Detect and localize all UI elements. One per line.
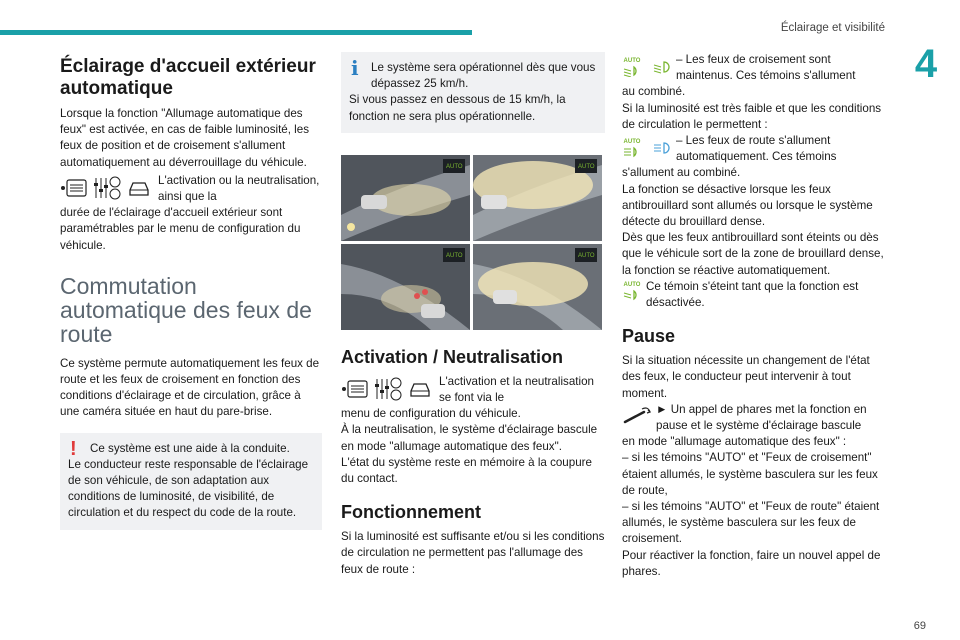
fog-text: La fonction se désactive lorsque les feux antibrouillard sont allumés ou lorsque le système détecte du brouillard dense.: [622, 182, 873, 229]
chapter-number: 4: [914, 42, 938, 86]
section-title: Éclairage et visibilité: [780, 22, 885, 34]
high-beam-icon: [652, 141, 672, 155]
column-3: [622, 52, 886, 580]
illustration-high-beam-1: [473, 155, 602, 241]
auto-off-icon: AUTO: [622, 282, 642, 301]
high-beam-line: [622, 133, 886, 165]
warning-note: [60, 433, 322, 530]
header-accent-bar: [0, 30, 472, 35]
pause-bullet-line: [622, 402, 886, 434]
column-1: [60, 52, 322, 538]
heading-accueil: Éclairage d'accueil extérieur automatique: [60, 56, 316, 99]
settings-gb-icon: [92, 175, 122, 201]
info-line-1: Le système sera opérationnel dès que vous dépassez 25 km/h.: [371, 61, 596, 91]
low-beam-icons: [622, 52, 672, 82]
temoin-icons: [622, 279, 642, 305]
illustration-grid: [341, 155, 605, 330]
column-2: [341, 52, 605, 578]
accueil-intro: Lorsque la fonction "Allumage automatique des feux" est activée, en cas de faible luminosité, les feux de position et de croisement s'allument automatiquement au déverrouillage du véhicule.: [60, 107, 310, 169]
low-beam-icon: [652, 60, 672, 74]
auto-low-beam-icon: AUTO: [622, 58, 642, 77]
activation-icons: [341, 374, 433, 404]
warning-line-1: Ce système est une aide à la conduite.: [90, 441, 290, 455]
heading-commutation: Commutation automatique des feux de route: [60, 272, 312, 347]
heading-fonctionnement: Fonctionnement: [341, 502, 481, 523]
info-line-2: Si vous passez en dessous de 15 km/h, la fonction ne sera plus opérationnelle.: [349, 93, 566, 123]
illustration-low-beam-1: [341, 155, 470, 241]
activation-text-2: À la neutralisation, le système d'éclairage bascule en mode "allumage automatique des feux".: [341, 423, 598, 453]
pause-bullet-b: en mode "allumage automatique des feux" :: [622, 435, 847, 449]
pause-dash-2: – si les témoins "AUTO" et "Feux de route" étaient allumés, le système basculera sur les feux de croisement.: [622, 500, 880, 546]
heading-pause: Pause: [622, 326, 676, 347]
heading-activation: Activation / Neutralisation: [341, 346, 564, 367]
activation-text: menu de configuration du véhicule.: [341, 407, 521, 421]
illustration-low-beam-2: [341, 244, 470, 330]
pause-end: Pour réactiver la fonction, faire un nouvel appel de phares.: [622, 548, 881, 578]
high-beam-text-b: s'allument au combiné.: [622, 166, 741, 180]
menu-grid-icon: [341, 378, 369, 400]
fonctionnement-text: Si la luminosité est suffisante et/ou si les conditions de circulation ne permettent pas l'allumage des feux de route :: [341, 530, 605, 576]
settings-gb-icon: [373, 376, 403, 402]
warning-line-2: Le conducteur reste responsable de l'éclairage de son véhicule, de son adaptation aux conditions de luminosité, de visibilité, de circulation et du respect du code de la route.: [68, 457, 309, 520]
accueil-text-b: durée de l'éclairage d'accueil extérieur sont paramétrables par le menu de configuration du véhicule.: [60, 206, 301, 252]
high-beam-text: – Les feux de route s'allument automatiquement. Ces témoins: [676, 134, 837, 164]
activation-text-3: L'état du système reste en mémoire à la coupure du contact.: [341, 455, 592, 486]
pause-icons: [622, 402, 652, 428]
page-number: 69: [913, 620, 926, 632]
accueil-icon-text: L'activation ou la neutralisation, ainsi que la: [158, 173, 320, 204]
fog-reactivate-text: Dès que les feux antibrouillard sont éteints ou dès que le véhicule sort de la zone de brouillard dense, la fonction se réactive automatiquement.: [622, 231, 884, 277]
pause-dash-1: – si les témoins "AUTO" et "Feux de croisement" étaient allumés, le système basculera sur les feux de route,: [622, 451, 878, 497]
info-note: [341, 52, 605, 133]
activation-icon-text: L'activation et la neutralisation se font via le: [439, 374, 594, 405]
svg-text:AUTO: AUTO: [578, 252, 595, 259]
accueil-icons-line: [60, 173, 322, 205]
very-dark-text: Si la luminosité est très faible et que les conditions de circulation le permettent :: [622, 101, 882, 131]
low-beam-text: – Les feux de croisement sont maintenus. Ces témoins s'allument: [676, 53, 856, 83]
activation-icons-line: [341, 374, 605, 406]
high-beam-icons: [622, 133, 672, 163]
pause-text: Si la situation nécessite un changement de l'état des feux, le conducteur peut intervenir à tout moment.: [622, 354, 870, 400]
temoin-text: Ce témoin s'éteint tant que la fonction est désactivée.: [646, 279, 859, 310]
svg-text:AUTO: AUTO: [446, 252, 463, 259]
svg-text:AUTO: AUTO: [446, 163, 463, 170]
car-icon: [126, 178, 152, 198]
car-icon: [407, 379, 433, 399]
accueil-icons: [60, 173, 152, 203]
warning-icon: !: [70, 437, 77, 460]
menu-grid-icon: [60, 177, 88, 199]
temoin-line: [622, 279, 886, 311]
info-icon: i: [351, 56, 359, 80]
pause-bullet: ► Un appel de phares met la fonction en pause et le système d'éclairage bascule: [656, 402, 867, 433]
illustration-high-beam-2: [473, 244, 602, 330]
svg-text:AUTO: AUTO: [578, 163, 595, 170]
low-beam-text-b: au combiné.: [622, 85, 686, 99]
low-beam-line: [622, 52, 886, 84]
commutation-text: Ce système permute automatiquement les feux de route et les feux de croisement en fonction des conditions d'éclairage et de circulation, grâce à une caméra située en haut du pare-brise.: [60, 356, 320, 419]
auto-high-beam-icon: AUTO: [622, 139, 642, 158]
lever-icon: [622, 404, 652, 426]
